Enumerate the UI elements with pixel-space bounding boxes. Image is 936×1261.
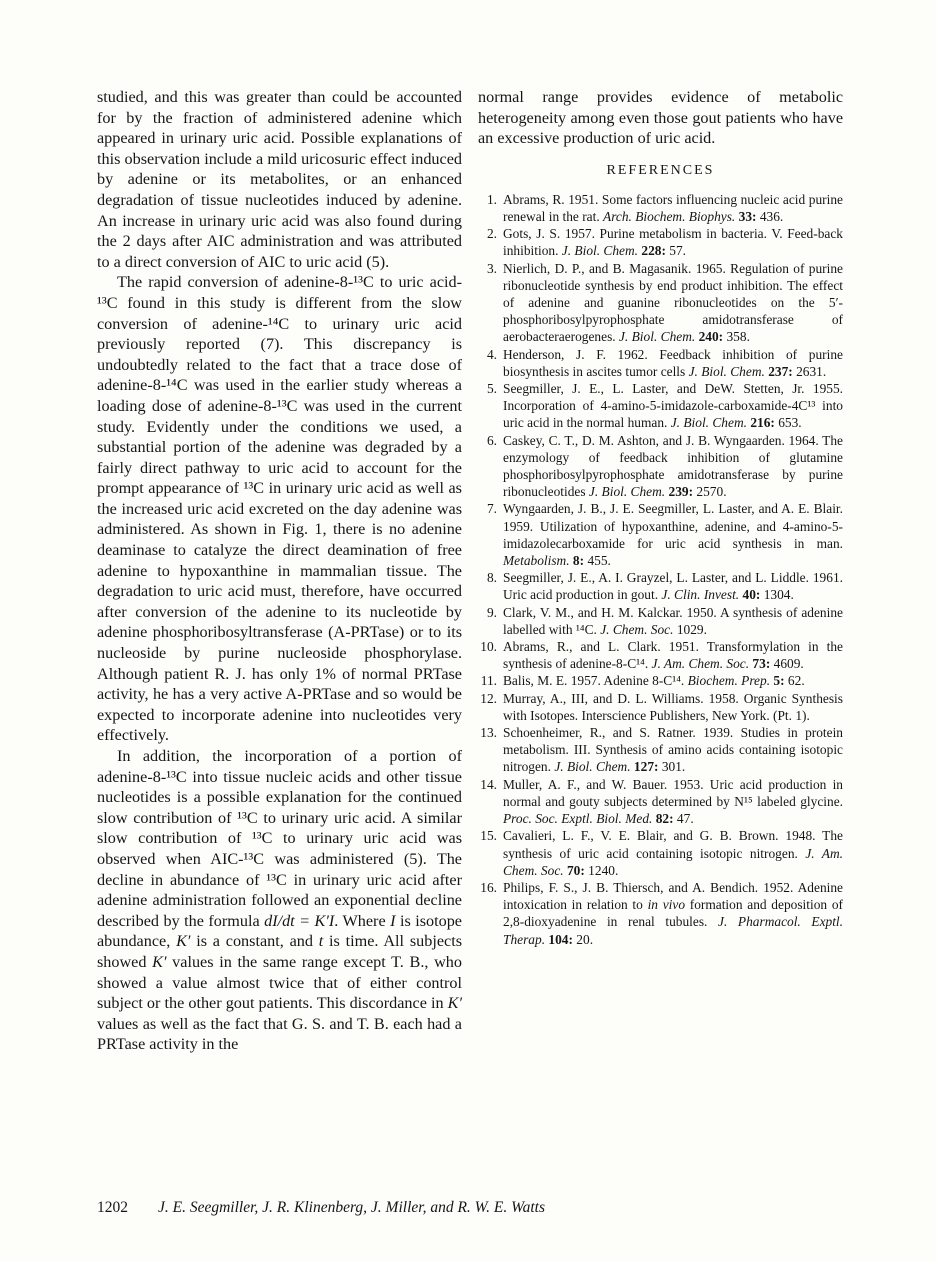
reference-number: 12. [480,690,497,706]
reference-item [478,569,843,603]
reference-text: Murray, A., III, and D. L. Williams. 1958. Organic Synthesis with Isotopes. Interscience Publishers, New York. (Pt. 1). [503,690,843,723]
reference-text: Seegmiller, J. E., L. Laster, and DeW. Stetten, Jr. 1955. Incorporation of 4-amino-5-imidazole-carboxamide-4C¹³ into uric acid in the normal human. J. Biol. Chem. 216: 653. [503,381,843,431]
reference-item [478,827,843,879]
reference-item [478,776,843,828]
two-column-text [97,87,843,1055]
reference-text: Henderson, J. F. 1962. Feedback inhibition of purine biosynthesis in ascites tumor cells J. Biol. Chem. 237: 2631. [503,346,843,379]
footer-authors: J. E. Seegmiller, J. R. Klinenberg, J. Miller, and R. W. E. Watts [158,1199,546,1216]
reference-number: 9. [486,604,497,620]
reference-number: 4. [486,346,497,362]
reference-text: Cavalieri, L. F., V. E. Blair, and G. B. Brown. 1948. The synthesis of uric acid containing isotopic nitrogen. J. Am. Chem. Soc. 70: 1240. [503,828,843,878]
reference-item [478,225,843,259]
reference-number: 14. [480,776,497,792]
reference-number: 11. [480,673,497,689]
reference-text: Nierlich, D. P., and B. Magasanik. 1965. Regulation of purine ribonucleotide synthesis by end product inhibition. The effect of adenine and guanine ribonucleotides on the 5′-phosphoribosylpyrophosphate amidotransferase of aerobacteraerogenes. J. Biol. Chem. 240: 358. [503,260,843,345]
reference-number: 16. [480,879,497,895]
reference-text: Gots, J. S. 1957. Purine metabolism in bacteria. V. Feed-back inhibition. J. Biol. Chem. 228: 57. [503,226,843,259]
reference-text: Caskey, C. T., D. M. Ashton, and J. B. Wyngaarden. 1964. The enzymology of feedback inhibition of glutamine phosphoribosylpyrophosphate amidotransferase by purine ribonucleotides J. Biol. Chem. 239: 2570. [503,432,843,500]
reference-item [478,690,843,724]
right-column [478,87,843,1055]
body-paragraph: The rapid conversion of adenine-8-¹³C to uric acid-¹³C found in this study is different from the slow conversion of adenine-¹⁴C to urinary uric acid previously reported (7). This discrepancy is undoubtedly related to the fact that a trace dose of adenine-8-¹⁴C was used in the earlier study whereas a loading dose of adenine-8-¹³C was used in the current study. Evidently under the conditions we used, a substantial portion of the adenine was degraded by a fairly direct pathway to uric acid to account for the prompt appearance of ¹³C in urinary uric acid as well as the increased uric acid excreted on the day adenine was administered. As shown in Fig. 1, there is no adenine deaminase to catalyze the direct deamination of free adenine to hypoxanthine in mammalian tissue. The degradation to uric acid must, therefore, have occurred after conversion of the adenine to its nucleotide by adenine phosphoribosyltransferase (A-PRTase) or to its nucleoside by purine nucleoside phosphorylase. Although patient R. J. has only 1% of normal PRTase activity, he has a very active A-PRTase and so would be expected to incorporate adenine into nucleotides very effectively. [97,273,462,745]
body-paragraph: studied, and this was greater than could be accounted for by the fraction of administered adenine which appeared in urinary uric acid. Possible explanations of this observation include a mild uricosuric effect induced by adenine or its metabolites, or an enhanced degradation of tissue nucleotides induced by adenine. An increase in urinary uric acid was also found during the 2 days after AIC administration and was attributed to a direct conversion of AIC to uric acid (5). [97,88,462,271]
page-footer [97,1199,545,1217]
reference-number: 8. [486,570,497,586]
reference-item [478,346,843,380]
reference-number: 2. [486,226,497,242]
reference-item [478,724,843,776]
reference-number: 10. [480,639,497,655]
reference-item [478,260,843,346]
left-column [97,87,462,1055]
reference-number: 5. [486,381,497,397]
reference-text: Seegmiller, J. E., A. I. Grayzel, L. Laster, and L. Liddle. 1961. Uric acid production in gout. J. Clin. Invest. 40: 1304. [503,570,843,603]
reference-text: Abrams, R., and L. Clark. 1951. Transformylation in the synthesis of adenine-8-C¹⁴. J. Am. Chem. Soc. 73: 4609. [503,639,843,672]
reference-text: Philips, F. S., J. B. Thiersch, and A. Bendich. 1952. Adenine intoxication in relation to in vivo formation and deposition of 2,8-dioxyadenine in renal tubules. J. Pharmacol. Exptl. Therap. 104: 20. [503,879,843,947]
reference-number: 13. [480,725,497,741]
reference-item [478,191,843,225]
reference-number: 1. [486,191,497,207]
reference-item [478,672,843,689]
reference-item [478,638,843,672]
page-number: 1202 [97,1199,128,1216]
reference-text: Abrams, R. 1951. Some factors influencing nucleic acid purine renewal in the rat. Arch. Biochem. Biophys. 33: 436. [503,191,843,224]
reference-item [478,879,843,948]
references-heading: REFERENCES [606,162,715,178]
reference-text: Wyngaarden, J. B., J. E. Seegmiller, L. Laster, and A. E. Blair. 1959. Utilization of hypoxanthine, adenine, and 4-amino-5-imidazolecarboxamide for uric acid synthesis in man. Metabolism. 8: 455. [503,501,843,569]
reference-item [478,500,843,569]
reference-number: 15. [480,828,497,844]
references-list [478,191,843,948]
reference-number: 6. [486,432,497,448]
reference-text: Schoenheimer, R., and S. Ratner. 1939. Studies in protein metabolism. III. Synthesis of amino acids containing isotopic nitrogen. J. Biol. Chem. 127: 301. [503,725,843,775]
reference-item [478,380,843,432]
reference-text: Muller, A. F., and W. Bauer. 1953. Uric acid production in normal and gouty subjects determined by N¹⁵ labeled glycine. Proc. Soc. Exptl. Biol. Med. 82: 47. [503,776,843,827]
body-paragraph: In addition, the incorporation of a portion of adenine-8-¹³C into tissue nucleic acids and other tissue nucleotides is a possible explanation for the continued slow contribution of ¹³C to urinary uric acid. A similar slow contribution of ¹³C to urinary uric acid was observed when AIC-¹³C was administered (5). The decline in abundance of ¹³C in urinary uric acid after adenine administration followed an exponential decline described by the formula dI/dt = K′I. Where I is isotope abundance, K′ is a constant, and t is time. All subjects showed K′ values in the same range except T. B., who showed a value almost twice that of either control subject or the other gout patients. This discordance in K′ values as well as the fact that G. S. and T. B. each had a PRTase activity in the [97,747,462,1054]
body-paragraph: normal range provides evidence of metabolic heterogeneity among even those gout patients who have an excessive production of uric acid. [478,88,843,148]
reference-number: 3. [486,260,497,276]
reference-text: Clark, V. M., and H. M. Kalckar. 1950. A synthesis of adenine labelled with ¹⁴C. J. Chem. Soc. 1029. [503,604,843,637]
reference-item [478,604,843,638]
reference-text: Balis, M. E. 1957. Adenine 8-C¹⁴. Biochem. Prep. 5: 62. [503,673,805,689]
reference-number: 7. [486,501,497,517]
reference-item [478,432,843,501]
